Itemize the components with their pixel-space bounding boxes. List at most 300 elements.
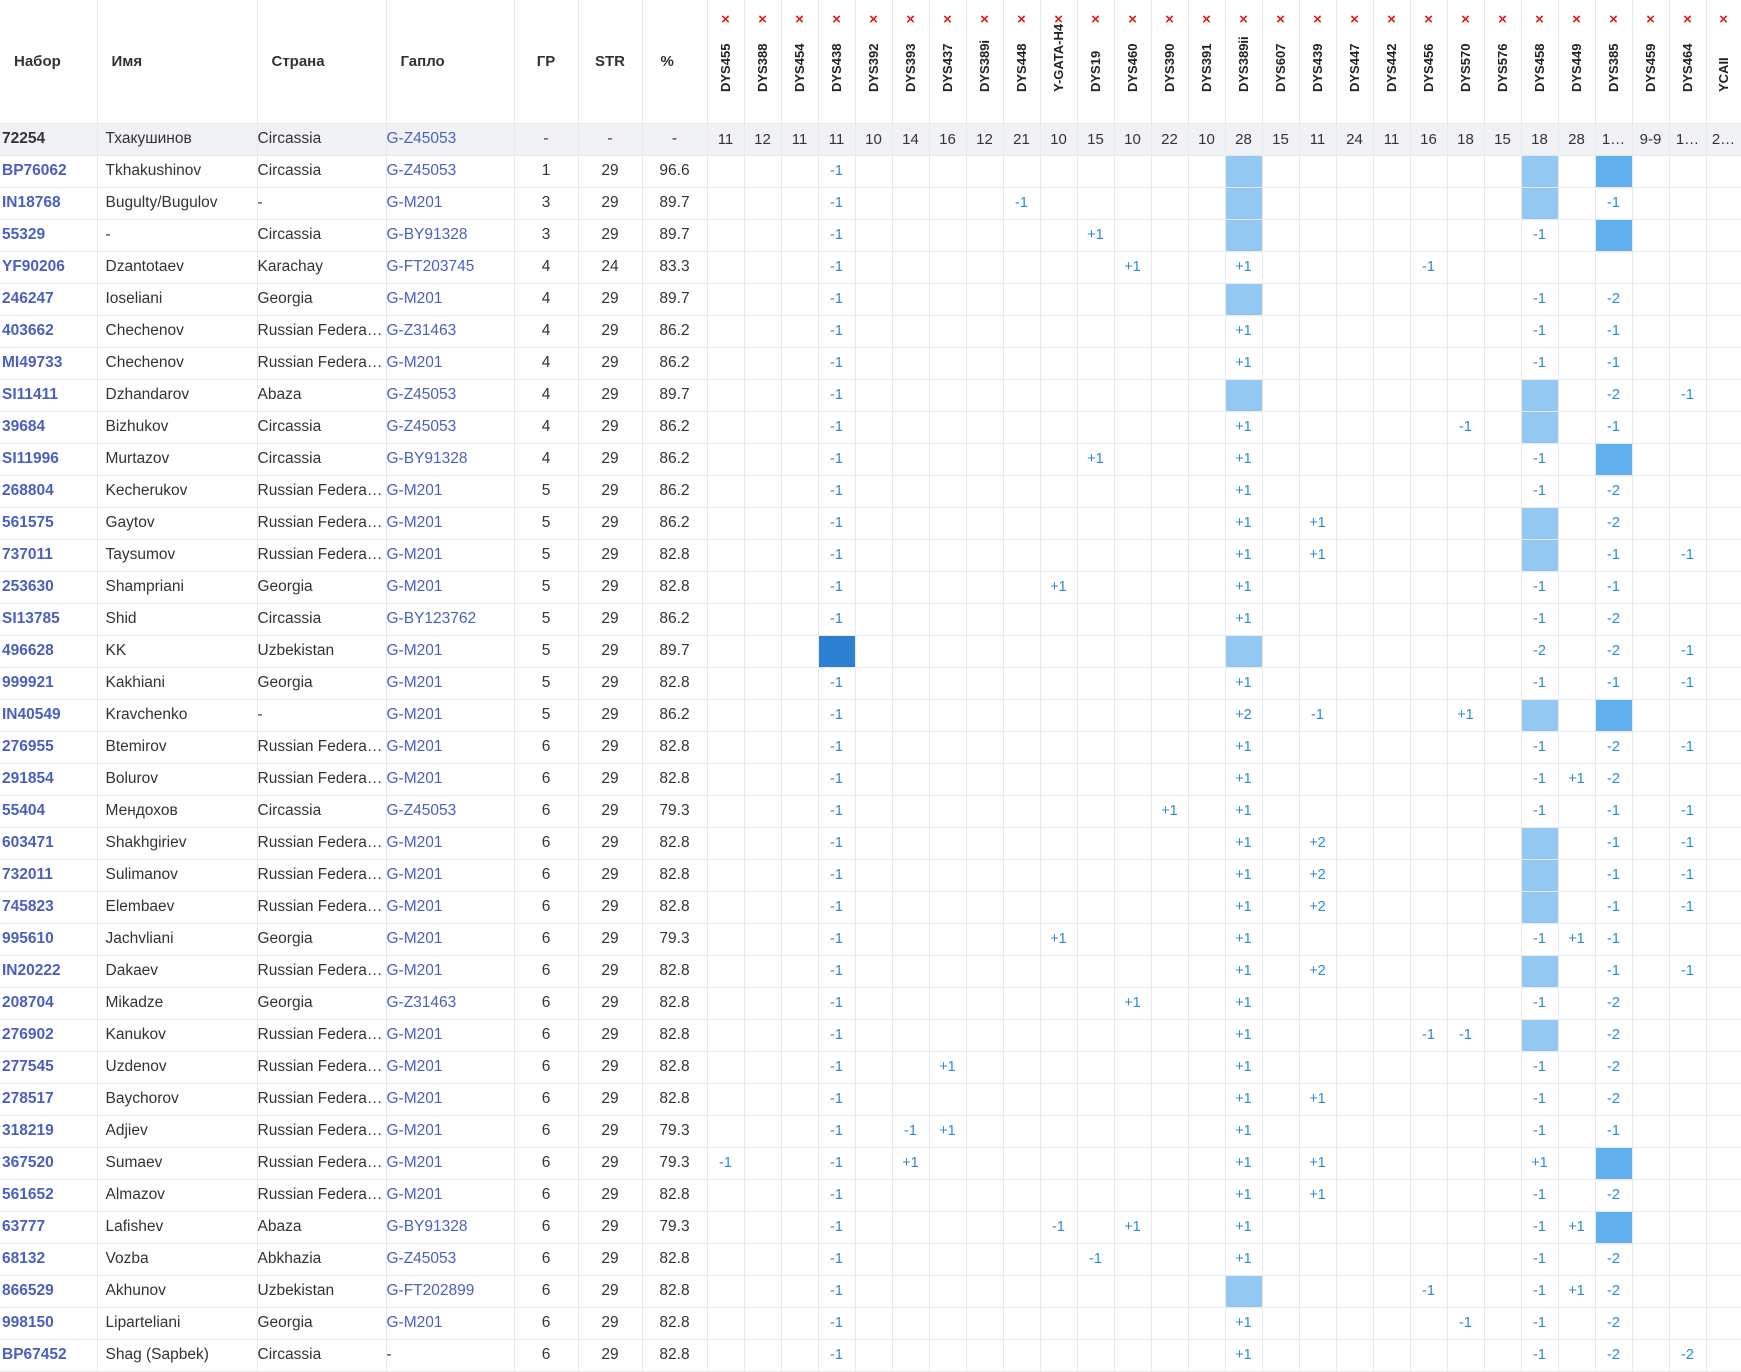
- marker-diff: -1: [1669, 795, 1706, 827]
- table-row[interactable]: [0, 827, 1741, 859]
- marker-diff: +1: [1225, 603, 1262, 635]
- marker-cell: [892, 699, 929, 731]
- marker-cell: [855, 347, 892, 379]
- country: Circassia: [257, 795, 386, 827]
- kit-link[interactable]: 55404: [2, 802, 46, 819]
- table-row[interactable]: [0, 635, 1741, 667]
- marker-cell: [1077, 251, 1114, 283]
- remove-marker-icon[interactable]: ×: [1276, 11, 1285, 28]
- haplogroup-link[interactable]: G-Z31463: [386, 322, 457, 339]
- kit-link[interactable]: 276955: [2, 738, 54, 755]
- match-percent: 79.3: [642, 1115, 707, 1147]
- marker-cell: [1484, 411, 1521, 443]
- kit-link: [0, 411, 97, 443]
- marker-label[interactable]: DYS390: [1161, 43, 1177, 92]
- marker-label[interactable]: DYS576: [1494, 43, 1510, 92]
- remove-marker-icon[interactable]: ×: [1350, 11, 1359, 28]
- str-count: 29: [578, 1339, 642, 1371]
- kit-link[interactable]: 561652: [2, 1186, 54, 1203]
- col-header-gd[interactable]: ГР: [514, 0, 578, 123]
- marker-cell: [744, 155, 781, 187]
- marker-cell: [781, 379, 818, 411]
- str-count: 29: [578, 507, 642, 539]
- remove-marker-icon[interactable]: ×: [1572, 11, 1581, 28]
- remove-marker-icon[interactable]: ×: [1646, 11, 1655, 28]
- table-row[interactable]: [0, 411, 1741, 443]
- haplogroup-link[interactable]: G-Z45053: [386, 386, 457, 403]
- marker-label[interactable]: DYS393: [902, 43, 918, 92]
- marker-cell: [707, 219, 744, 251]
- marker-cell: [1077, 571, 1114, 603]
- marker-label[interactable]: DYS385: [1605, 43, 1621, 92]
- remove-marker-icon[interactable]: ×: [1683, 11, 1692, 28]
- kit-link[interactable]: IN20222: [2, 962, 61, 979]
- marker-cell: [1299, 1307, 1336, 1339]
- col-header-name[interactable]: Имя: [97, 0, 257, 123]
- genetic-distance: 5: [514, 571, 578, 603]
- haplogroup-link[interactable]: G-M201: [386, 642, 443, 659]
- marker-cell: [1373, 283, 1410, 315]
- remove-marker-icon[interactable]: ×: [1017, 11, 1026, 28]
- marker-diff: -1: [1669, 379, 1706, 411]
- haplogroup-link[interactable]: G-M201: [386, 674, 443, 691]
- marker-cell: [1040, 1051, 1077, 1083]
- kit-link[interactable]: 561575: [2, 514, 54, 531]
- genetic-distance: -: [514, 123, 578, 155]
- marker-cell: [892, 187, 929, 219]
- haplogroup-link[interactable]: G-Z45053: [386, 418, 457, 435]
- marker-cell: [966, 1339, 1003, 1371]
- marker-cell: [1077, 1211, 1114, 1243]
- haplogroup-link[interactable]: G-M201: [386, 898, 443, 915]
- table-row[interactable]: [0, 251, 1741, 283]
- kit-link[interactable]: 403662: [2, 322, 54, 339]
- table-row[interactable]: [0, 763, 1741, 795]
- marker-cell: [1410, 763, 1447, 795]
- match-percent: 82.8: [642, 1243, 707, 1275]
- marker-cell: [966, 379, 1003, 411]
- marker-cell: [892, 763, 929, 795]
- remove-marker-icon[interactable]: ×: [795, 11, 804, 28]
- str-count: 29: [578, 1147, 642, 1179]
- haplogroup-link[interactable]: G-M201: [386, 834, 443, 851]
- marker-cell: [744, 891, 781, 923]
- kit-link[interactable]: 737011: [2, 546, 53, 563]
- haplogroup-link[interactable]: G-M201: [386, 1122, 443, 1139]
- marker-cell: [1262, 1179, 1299, 1211]
- haplogroup-link[interactable]: G-Z31463: [386, 994, 457, 1011]
- table-row[interactable]: [0, 1147, 1741, 1179]
- haplogroup-link[interactable]: G-M201: [386, 354, 443, 371]
- marker-label[interactable]: DYS449: [1568, 43, 1584, 92]
- haplogroup-link[interactable]: G-M201: [386, 930, 443, 947]
- kit-link: [0, 1147, 97, 1179]
- marker-label[interactable]: DYS456: [1420, 43, 1436, 92]
- marker-label[interactable]: Y-GATA-H4: [1050, 23, 1066, 92]
- table-row[interactable]: [0, 155, 1741, 187]
- kit-link[interactable]: 603471: [2, 834, 54, 851]
- marker-cell: [1188, 379, 1225, 411]
- reference-marker-value: 16: [929, 123, 966, 155]
- remove-marker-icon[interactable]: ×: [832, 11, 841, 28]
- table-row[interactable]: [0, 507, 1741, 539]
- haplogroup-link[interactable]: G-Z45053: [386, 802, 457, 819]
- marker-cell: [781, 859, 818, 891]
- table-row[interactable]: [0, 667, 1741, 699]
- kit-link[interactable]: IN18768: [2, 194, 61, 211]
- remove-marker-icon[interactable]: ×: [758, 11, 767, 28]
- marker-diff: +1: [1114, 251, 1151, 283]
- table-row[interactable]: [0, 219, 1741, 251]
- col-header-haplo[interactable]: Гапло: [386, 0, 514, 123]
- marker-cell: [1558, 667, 1595, 699]
- marker-diff: -1: [818, 443, 855, 475]
- haplogroup-link[interactable]: G-M201: [386, 578, 443, 595]
- haplogroup-link[interactable]: G-M201: [386, 1058, 443, 1075]
- marker-cell: [1669, 1019, 1706, 1051]
- marker-cell: [929, 1211, 966, 1243]
- kit-link[interactable]: 278517: [2, 1090, 54, 1107]
- haplogroup-link[interactable]: G-BY91328: [386, 226, 468, 243]
- kit-link[interactable]: 253630: [2, 578, 54, 595]
- col-header-country[interactable]: Страна: [257, 0, 386, 123]
- col-header-kit[interactable]: Набор: [0, 0, 97, 123]
- haplogroup-link[interactable]: G-BY91328: [386, 1218, 468, 1235]
- marker-label[interactable]: DYS392: [865, 43, 881, 92]
- marker-cell: [1077, 763, 1114, 795]
- haplogroup-link[interactable]: G-Z45053: [386, 162, 457, 179]
- haplogroup-link[interactable]: G-M201: [386, 738, 443, 755]
- kit-link: [0, 507, 97, 539]
- table-row[interactable]: [0, 1339, 1741, 1371]
- marker-cell: [1447, 795, 1484, 827]
- kit-link[interactable]: SI11411: [2, 386, 59, 403]
- kit-link: [0, 731, 97, 763]
- kit-link[interactable]: SI11996: [2, 450, 59, 467]
- remove-marker-icon[interactable]: ×: [1313, 11, 1322, 28]
- marker-cell: [1484, 1083, 1521, 1115]
- remove-marker-icon[interactable]: ×: [1165, 11, 1174, 28]
- remove-marker-icon[interactable]: ×: [906, 11, 915, 28]
- marker-diff: +1: [1225, 763, 1262, 795]
- table-row[interactable]: [0, 699, 1741, 731]
- table-row[interactable]: [0, 315, 1741, 347]
- marker-label[interactable]: DYS458: [1531, 43, 1547, 92]
- diff-highlight: [1225, 219, 1262, 251]
- table-row[interactable]: [0, 1083, 1741, 1115]
- marker-cell: [1447, 1179, 1484, 1211]
- marker-cell: [1151, 1339, 1188, 1371]
- marker-diff: -1: [1447, 1307, 1484, 1339]
- table-row[interactable]: [0, 1019, 1741, 1051]
- kit-link[interactable]: 68132: [2, 1250, 46, 1267]
- remove-marker-icon[interactable]: ×: [869, 11, 878, 28]
- haplogroup-link: [386, 763, 514, 795]
- marker-cell: [1151, 955, 1188, 987]
- marker-cell: [781, 475, 818, 507]
- remove-marker-icon[interactable]: ×: [1461, 11, 1470, 28]
- marker-label[interactable]: DYS464: [1679, 43, 1695, 92]
- marker-cell: [855, 763, 892, 795]
- marker-cell: [1003, 155, 1040, 187]
- marker-cell: [1410, 827, 1447, 859]
- kit-link[interactable]: 745823: [2, 898, 54, 915]
- table-row[interactable]: [0, 539, 1741, 571]
- table-row[interactable]: [0, 283, 1741, 315]
- table-row[interactable]: [0, 443, 1741, 475]
- haplogroup-link[interactable]: G-M201: [386, 1314, 443, 1331]
- kit-link[interactable]: 496628: [2, 642, 54, 659]
- kit-link[interactable]: 998150: [2, 1314, 54, 1331]
- haplogroup-link[interactable]: G-M201: [386, 1154, 443, 1171]
- marker-label[interactable]: YCAII: [1715, 56, 1731, 92]
- kit-link[interactable]: 999921: [2, 674, 54, 691]
- marker-label[interactable]: DYS437: [939, 43, 955, 92]
- marker-label[interactable]: DYS570: [1457, 43, 1473, 92]
- marker-cell: [1003, 827, 1040, 859]
- kit-link: [0, 1019, 97, 1051]
- marker-cell: [1077, 1147, 1114, 1179]
- marker-cell: [781, 1243, 818, 1275]
- kit-link[interactable]: 39684: [2, 418, 46, 435]
- marker-diff: -2: [1595, 1051, 1632, 1083]
- marker-cell: [929, 923, 966, 955]
- marker-label[interactable]: DYS389ii: [1235, 35, 1251, 92]
- marker-header: [1484, 0, 1521, 123]
- kit-link[interactable]: 246247: [2, 290, 54, 307]
- marker-cell: [1003, 219, 1040, 251]
- table-row[interactable]: [0, 987, 1741, 1019]
- remove-marker-icon[interactable]: ×: [1387, 11, 1396, 28]
- marker-label[interactable]: DYS459: [1642, 43, 1658, 92]
- marker-cell: [855, 859, 892, 891]
- marker-cell: [892, 603, 929, 635]
- table-row[interactable]: [0, 923, 1741, 955]
- haplogroup-link[interactable]: G-BY91328: [386, 450, 468, 467]
- haplogroup-link: -: [386, 1339, 514, 1371]
- remove-marker-icon[interactable]: ×: [1202, 11, 1211, 28]
- table-row[interactable]: [0, 795, 1741, 827]
- marker-label[interactable]: DYS388: [754, 43, 770, 92]
- kit-link[interactable]: 208704: [2, 994, 54, 1011]
- table-row[interactable]: [0, 475, 1741, 507]
- marker-label[interactable]: DYS448: [1013, 43, 1029, 92]
- kit-link[interactable]: 866529: [2, 1282, 54, 1299]
- table-row[interactable]: [0, 379, 1741, 411]
- table-row[interactable]: [0, 1275, 1741, 1307]
- haplogroup-link[interactable]: G-FT203745: [386, 258, 475, 275]
- kit-link[interactable]: 268804: [2, 482, 54, 499]
- remove-marker-icon[interactable]: ×: [1609, 11, 1618, 28]
- kit-link[interactable]: MI49733: [2, 354, 63, 371]
- marker-cell: [1558, 1147, 1595, 1179]
- marker-cell: [929, 987, 966, 1019]
- col-header-pct[interactable]: %: [642, 0, 707, 123]
- remove-marker-icon[interactable]: ×: [1498, 11, 1507, 28]
- marker-diff: -1: [818, 1243, 855, 1275]
- marker-cell: [1558, 411, 1595, 443]
- haplogroup-link[interactable]: G-FT202899: [386, 1282, 475, 1299]
- haplogroup-link[interactable]: G-M201: [386, 1186, 443, 1203]
- kit-link[interactable]: YF90206: [2, 258, 65, 275]
- match-percent: 82.8: [642, 1307, 707, 1339]
- marker-label[interactable]: DYS447: [1346, 43, 1362, 92]
- marker-cell: [1262, 379, 1299, 411]
- remove-marker-icon[interactable]: ×: [980, 11, 989, 28]
- marker-cell: [1188, 827, 1225, 859]
- table-row[interactable]: [0, 1051, 1741, 1083]
- kit-link[interactable]: 732011: [2, 866, 53, 883]
- remove-marker-icon[interactable]: ×: [721, 11, 730, 28]
- marker-label[interactable]: DYS438: [828, 43, 844, 92]
- marker-cell: [1410, 923, 1447, 955]
- table-row[interactable]: [0, 859, 1741, 891]
- country: Abaza: [257, 379, 386, 411]
- haplogroup-link[interactable]: G-M201: [386, 962, 443, 979]
- table-row[interactable]: [0, 891, 1741, 923]
- marker-cell: [1373, 443, 1410, 475]
- table-row[interactable]: [0, 347, 1741, 379]
- table-row[interactable]: [0, 603, 1741, 635]
- kit-link[interactable]: 55329: [2, 226, 46, 243]
- marker-cell: [1262, 571, 1299, 603]
- table-row[interactable]: [0, 187, 1741, 219]
- table-row[interactable]: [0, 1243, 1741, 1275]
- marker-cell: [1040, 1307, 1077, 1339]
- marker-diff: +1: [1521, 1147, 1558, 1179]
- marker-label[interactable]: DYS460: [1124, 43, 1140, 92]
- marker-cell: [1151, 251, 1188, 283]
- haplogroup-link[interactable]: G-M201: [386, 866, 443, 883]
- remove-marker-icon[interactable]: ×: [1424, 11, 1433, 28]
- marker-cell: [1003, 251, 1040, 283]
- kit-link[interactable]: BP67452: [2, 1346, 67, 1363]
- haplogroup-link[interactable]: G-M201: [386, 482, 443, 499]
- col-header-str[interactable]: STR: [578, 0, 642, 123]
- marker-cell: [892, 827, 929, 859]
- kit-link[interactable]: 291854: [2, 770, 54, 787]
- marker-cell: [1410, 443, 1447, 475]
- marker-cell: [1410, 1339, 1447, 1371]
- marker-label[interactable]: DYS391: [1198, 43, 1214, 92]
- table-row[interactable]: [0, 731, 1741, 763]
- marker-cell: [1151, 603, 1188, 635]
- marker-label[interactable]: DYS455: [717, 43, 733, 92]
- marker-cell: [1558, 1051, 1595, 1083]
- marker-cell: [1373, 1083, 1410, 1115]
- kit-link[interactable]: 367520: [2, 1154, 54, 1171]
- marker-cell: [1632, 379, 1669, 411]
- kit-link[interactable]: 63777: [2, 1218, 46, 1235]
- kit-link[interactable]: 995610: [2, 930, 54, 947]
- marker-cell: [1410, 987, 1447, 1019]
- marker-cell: [1373, 315, 1410, 347]
- kit-link[interactable]: 277545: [2, 1058, 54, 1075]
- marker-diff: +1: [1299, 1179, 1336, 1211]
- haplogroup-link: [386, 539, 514, 571]
- marker-cell: [1188, 1019, 1225, 1051]
- marker-label[interactable]: DYS19: [1087, 50, 1103, 92]
- haplogroup-link[interactable]: G-BY123762: [386, 610, 477, 627]
- match-percent: 89.7: [642, 219, 707, 251]
- haplogroup-link[interactable]: G-M201: [386, 546, 443, 563]
- kit-link[interactable]: 276902: [2, 1026, 54, 1043]
- marker-label[interactable]: DYS607: [1272, 43, 1288, 92]
- marker-cell: [1188, 1147, 1225, 1179]
- haplogroup-link[interactable]: G-Z45053: [386, 1250, 457, 1267]
- marker-cell: [1336, 475, 1373, 507]
- marker-cell: [1262, 1147, 1299, 1179]
- marker-cell: [744, 763, 781, 795]
- marker-cell: [1410, 539, 1447, 571]
- remove-marker-icon[interactable]: ×: [1535, 11, 1544, 28]
- haplogroup-link[interactable]: G-M201: [386, 194, 443, 211]
- kit-link[interactable]: IN40549: [2, 706, 61, 723]
- remove-marker-icon[interactable]: ×: [1719, 11, 1728, 28]
- marker-diff: -1: [818, 539, 855, 571]
- marker-cell: [1077, 667, 1114, 699]
- marker-cell: [1040, 507, 1077, 539]
- remove-marker-icon[interactable]: ×: [1091, 11, 1100, 28]
- haplogroup-link[interactable]: G-M201: [386, 706, 443, 723]
- marker-cell: [1299, 731, 1336, 763]
- table-row[interactable]: [0, 571, 1741, 603]
- table-row[interactable]: [0, 1307, 1741, 1339]
- kit-link[interactable]: 318219: [2, 1122, 54, 1139]
- haplogroup-link[interactable]: G-M201: [386, 290, 443, 307]
- marker-cell: [781, 1051, 818, 1083]
- haplogroup-link[interactable]: G-M201: [386, 770, 443, 787]
- remove-marker-icon[interactable]: ×: [943, 11, 952, 28]
- marker-diff: -1: [818, 155, 855, 187]
- diff-highlight: [1521, 155, 1558, 187]
- marker-cell: [1151, 1115, 1188, 1147]
- person-name: Tkhakushinov: [97, 155, 257, 187]
- kit-link[interactable]: SI13785: [2, 610, 60, 627]
- table-row[interactable]: [0, 955, 1741, 987]
- remove-marker-icon[interactable]: ×: [1054, 11, 1063, 28]
- haplogroup-link[interactable]: G-Z45053: [386, 130, 457, 147]
- haplogroup-link[interactable]: G-M201: [386, 1026, 443, 1043]
- haplogroup-link[interactable]: G-M201: [386, 514, 443, 531]
- kit-link[interactable]: BP76062: [2, 162, 67, 179]
- country: Karachay: [257, 251, 386, 283]
- marker-cell: [1669, 1211, 1706, 1243]
- marker-cell: [1262, 1051, 1299, 1083]
- person-name: Gaytov: [97, 507, 257, 539]
- marker-header: [1077, 0, 1114, 123]
- table-row[interactable]: [0, 1211, 1741, 1243]
- remove-marker-icon[interactable]: ×: [1128, 11, 1137, 28]
- marker-label[interactable]: DYS389i: [976, 39, 992, 92]
- marker-cell: [1706, 1243, 1741, 1275]
- diff-highlight: [1595, 155, 1632, 187]
- table-row[interactable]: [0, 1179, 1741, 1211]
- marker-cell: [892, 955, 929, 987]
- genetic-distance: 6: [514, 1211, 578, 1243]
- marker-label[interactable]: DYS454: [791, 43, 807, 92]
- table-row[interactable]: [0, 1115, 1741, 1147]
- marker-cell: [1040, 187, 1077, 219]
- marker-label[interactable]: DYS442: [1383, 43, 1399, 92]
- marker-diff: -1: [818, 891, 855, 923]
- haplogroup-link[interactable]: G-M201: [386, 1090, 443, 1107]
- marker-cell: [1077, 507, 1114, 539]
- marker-cell: [1447, 283, 1484, 315]
- kit-link: [0, 891, 97, 923]
- marker-label[interactable]: DYS439: [1309, 43, 1325, 92]
- remove-marker-icon[interactable]: ×: [1239, 11, 1248, 28]
